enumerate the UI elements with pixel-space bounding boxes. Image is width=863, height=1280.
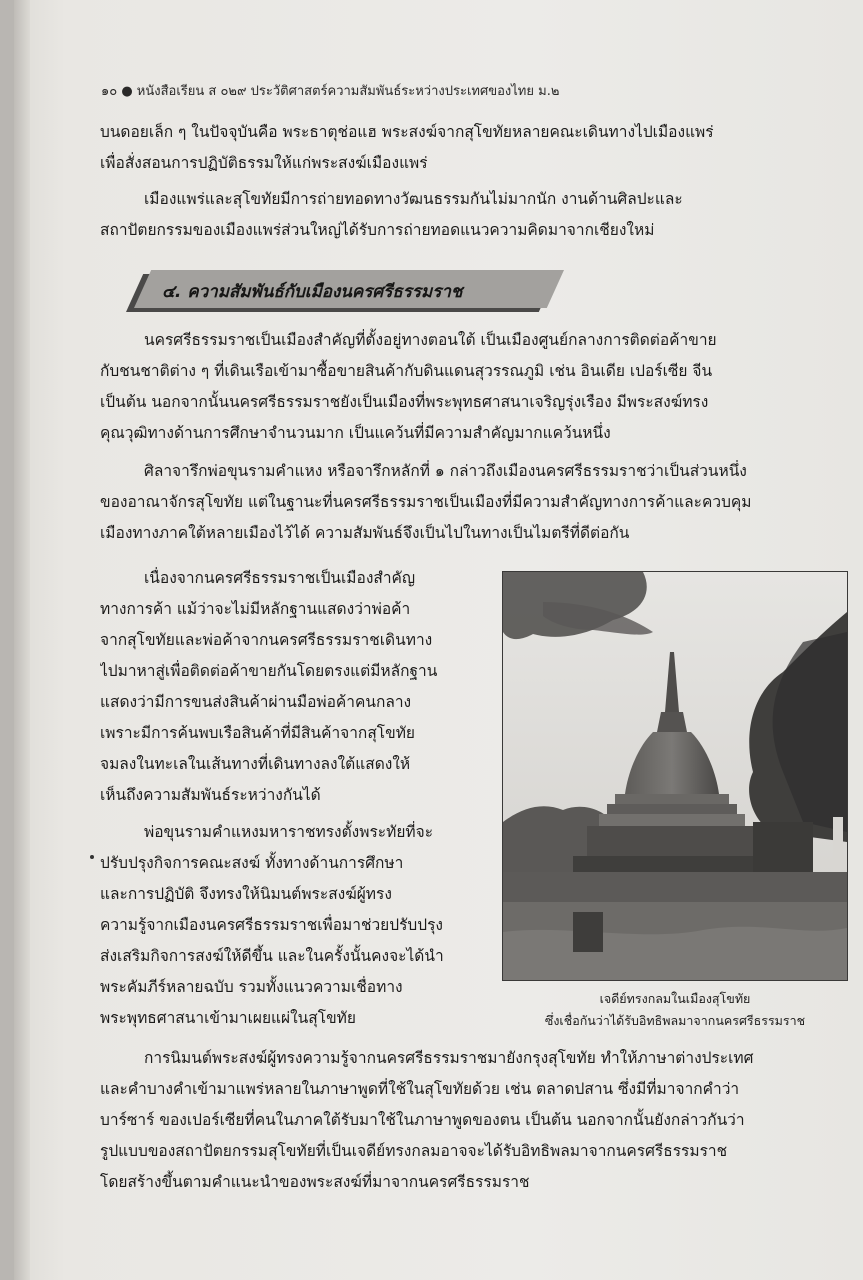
chedi-photo	[502, 571, 848, 981]
text-line: กับชนชาติต่าง ๆ ที่เดินเรือเข้ามาซื้อขายสินค้ากับดินแดนสุวรรณภูมิ เช่น อินเดีย เปอร์เซีย จีน	[100, 362, 713, 380]
text-line: รูปแบบของสถาปัตยกรรมสุโขทัยที่เป็นเจดีย์ทรงกลมอาจจะได้รับอิทธิพลมาจากนครศรีธรรมราช	[100, 1142, 728, 1160]
caption-line: เจดีย์ทรงกลมในเมืองสุโขทัย	[599, 991, 751, 1006]
text-line: บนดอยเล็ก ๆ ในปัจจุบันคือ พระธาตุช่อแฮ พระสงฆ์จากสุโขทัยหลายคณะเดินทางไปเมืองแพร่	[100, 123, 714, 141]
figure-caption	[502, 988, 848, 1032]
text-line: สถาปัตยกรรมของเมืองแพร่ส่วนใหญ่ได้รับการถ่ายทอดแนวความคิดมาจากเชียงใหม่	[100, 221, 655, 239]
text-line: บาร์ซาร์ ของเปอร์เซียที่คนในภาคใต้รับมาใช้ในภาษาพูดของตน เป็นต้น นอกจากนั้นยังกล่าวกันว่า	[100, 1111, 745, 1129]
text-line: พระพุทธศาสนาเข้ามาเผยแผ่ในสุโขทัย	[100, 1009, 356, 1027]
paragraph-1	[100, 325, 845, 449]
text-line: จากสุโขทัยและพ่อค้าจากนครศรีธรรมราชเดินทาง	[100, 631, 433, 649]
section-heading	[126, 270, 566, 314]
text-line: เพราะมีการค้นพบเรือสินค้าที่มีสินค้าจากสุโขทัย	[100, 724, 415, 742]
text-line: เพื่อสั่งสอนการปฏิบัติธรรมให้แก่พระสงฆ์เมืองแพร่	[100, 154, 428, 172]
text-line: เป็นต้น นอกจากนั้นนครศรีธรรมราชยังเป็นเมืองที่พระพุทธศาสนาเจริญรุ่งเรือง มีพระสงฆ์ทรง	[100, 393, 709, 411]
text-line: และการปฏิบัติ จึงทรงให้นิมนต์พระสงฆ์ผู้ทรง	[100, 885, 392, 903]
book-page	[14, 0, 863, 1280]
text-line: และคำบางคำเข้ามาแพร่หลายในภาษาพูดที่ใช้ในสุโขทัยด้วย เช่น ตลาดปสาน ซึ่งมีที่มาจากคำว่า	[100, 1080, 740, 1098]
phrae-paragraph	[100, 184, 845, 246]
paragraph-2	[100, 456, 845, 549]
text-line: การนิมนต์พระสงฆ์ผู้ทรงความรู้จากนครศรีธรรมราชมายังกรุงสุโขทัย ทำให้ภาษาต่างประเทศ	[144, 1049, 754, 1067]
chedi-illustration	[503, 572, 847, 980]
section-heading-text: ๔. ความสัมพันธ์กับเมืองนครศรีธรรมราช	[162, 282, 463, 302]
margin-dot	[90, 855, 94, 859]
text-line: ปรับปรุงกิจการคณะสงฆ์ ทั้งทางด้านการศึกษา	[100, 854, 404, 872]
caption-line: ซึ่งเชื่อกันว่าได้รับอิทธิพลมาจากนครศรีธรรมราช	[544, 1013, 806, 1028]
running-head: ๑๐ ● หนังสือเรียน ส ๐๒๙ ประวัติศาสตร์ความสัมพันธ์ระหว่างประเทศของไทย ม.๒	[101, 84, 560, 99]
text-line: เห็นถึงความสัมพันธ์ระหว่างกันได้	[100, 786, 321, 804]
text-line: โดยสร้างขึ้นตามคำแนะนำของพระสงฆ์ที่มาจากนครศรีธรรมราช	[100, 1173, 530, 1191]
intro-paragraph	[100, 117, 845, 179]
text-line: ไปมาหาสู่เพื่อติดต่อค้าขายกันโดยตรงแต่มีหลักฐาน	[100, 662, 438, 680]
text-line: พ่อขุนรามคำแหงมหาราชทรงตั้งพระทัยที่จะ	[144, 823, 434, 841]
text-line: จมลงในทะเลในเส้นทางที่เดินทางลงใต้แสดงให้	[100, 755, 411, 773]
text-line: เมืองทางภาคใต้หลายเมืองไว้ได้ ความสัมพันธ์จึงเป็นไปในทางเป็นไมตรีที่ดีต่อกัน	[100, 524, 630, 542]
page-binding-edge	[14, 0, 30, 1280]
text-line: นครศรีธรรมราชเป็นเมืองสำคัญที่ตั้งอยู่ทางตอนใต้ เป็นเมืองศูนย์กลางการติดต่อค้าขาย	[144, 331, 717, 349]
text-line: ศิลาจารึกพ่อขุนรามคำแหง หรือจารึกหลักที่ ๑ กล่าวถึงเมืองนครศรีธรรมราชว่าเป็นส่วนหนึ่ง	[144, 462, 747, 480]
paragraph-5	[100, 1043, 845, 1198]
paragraph-4	[100, 817, 480, 1034]
text-line: พระคัมภีร์หลายฉบับ รวมทั้งแนวความเชื่อทาง	[100, 978, 403, 996]
text-line: แสดงว่ามีการขนส่งสินค้าผ่านมือพ่อค้าคนกลาง	[100, 693, 412, 711]
paragraph-3	[100, 563, 480, 811]
text-line: เมืองแพร่และสุโขทัยมีการถ่ายทอดทางวัฒนธรรมกันไม่มากนัก งานด้านศิลปะและ	[144, 190, 683, 208]
text-line: ของอาณาจักรสุโขทัย แต่ในฐานะที่นครศรีธรรมราชเป็นเมืองที่มีความสำคัญทางการค้าและควบคุม	[100, 493, 752, 511]
text-line: ความรู้จากเมืองนครศรีธรรมราชเพื่อมาช่วยปรับปรุง	[100, 916, 443, 934]
text-line: คุณวุฒิทางด้านการศึกษาจำนวนมาก เป็นแคว้นที่มีความสำคัญมากแคว้นหนึ่ง	[100, 424, 611, 442]
text-line: ส่งเสริมกิจการสงฆ์ให้ดีขึ้น และในครั้งนั้นคงจะได้นำ	[100, 947, 444, 965]
text-line: เนื่องจากนครศรีธรรมราชเป็นเมืองสำคัญ	[144, 569, 416, 587]
text-line: ทางการค้า แม้ว่าจะไม่มีหลักฐานแสดงว่าพ่อค้า	[100, 600, 411, 618]
